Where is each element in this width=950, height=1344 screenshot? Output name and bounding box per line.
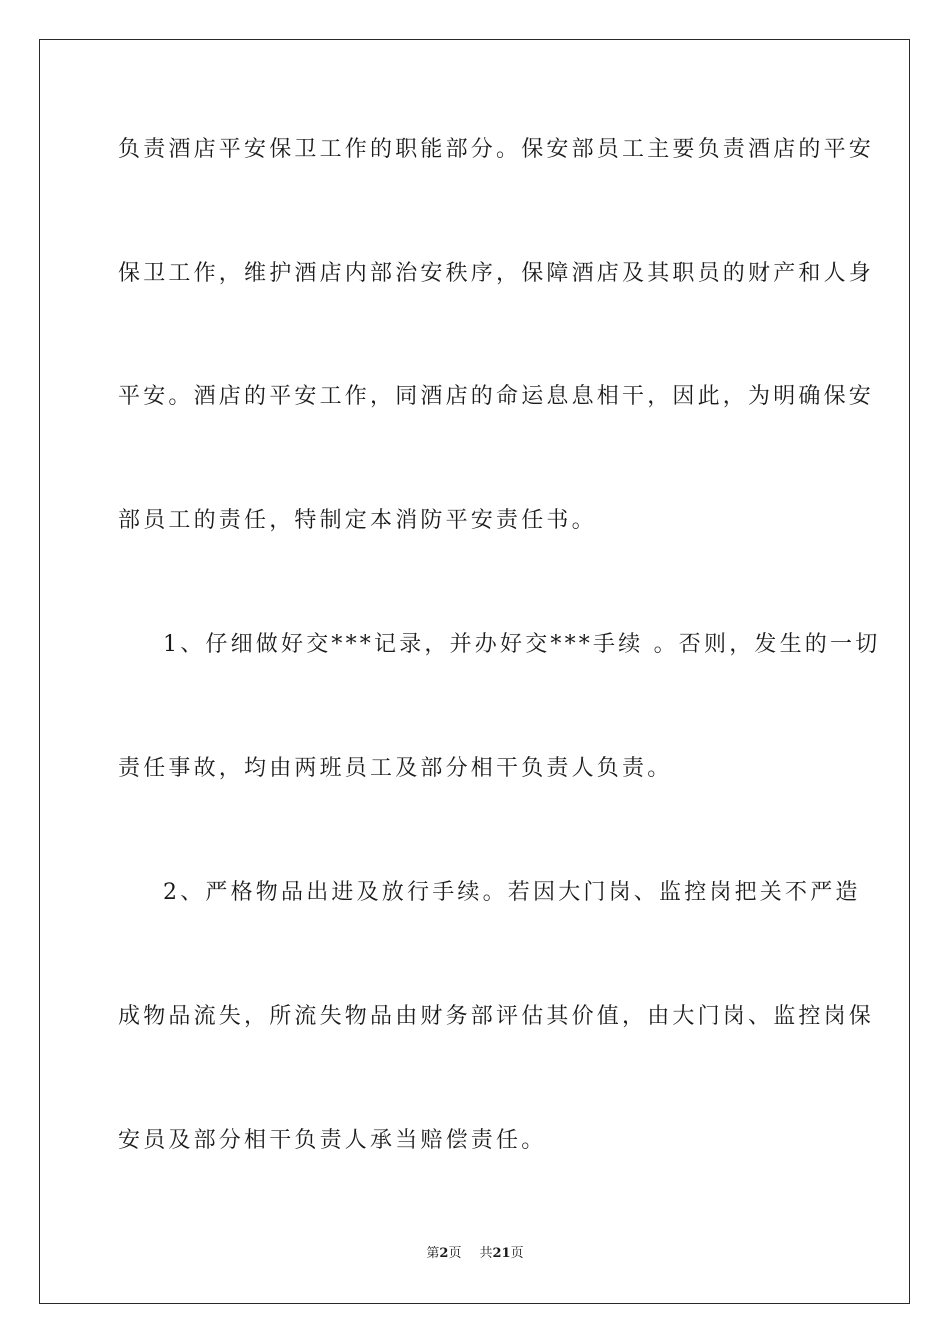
clause-2-line-3: 安员及部分相干负责人承当赔偿责任。 [118,1128,547,1153]
clause-1-line-1: 1、仔细做好交***记录，并办好交***手续 。否则，发生的一切 [163,632,881,657]
page-suffix: 页 [448,1246,462,1261]
clause-1-line-2: 责任事故，均由两班员工及部分相干负责人负责。 [118,756,673,781]
clause-2-line-1: 2、严格物品出进及放行手续。若因大门岗、监控岗把关不严造 [163,880,861,905]
paragraph-line-4: 部员工的责任，特制定本消防平安责任书。 [118,508,597,533]
total-suffix: 页 [510,1246,524,1261]
paragraph-line-2: 保卫工作，维护酒店内部治安秩序，保障酒店及其职员的财产和人身 [118,261,875,286]
page-border [39,39,910,1304]
current-page-number: 2 [439,1246,449,1261]
total-page-count: 21 [492,1246,511,1261]
page-prefix: 第 [426,1246,440,1261]
paragraph-line-3: 平安。酒店的平安工作，同酒店的命运息息相干，因此，为明确保安 [118,384,875,409]
paragraph-line-1: 负责酒店平安保卫工作的职能部分。保安部员工主要负责酒店的平安 [118,137,875,162]
clause-2-line-2: 成物品流失，所流失物品由财务部评估其价值，由大门岗、监控岗保 [118,1004,875,1029]
page-footer [0,1245,950,1263]
total-prefix: 共 [479,1246,493,1261]
